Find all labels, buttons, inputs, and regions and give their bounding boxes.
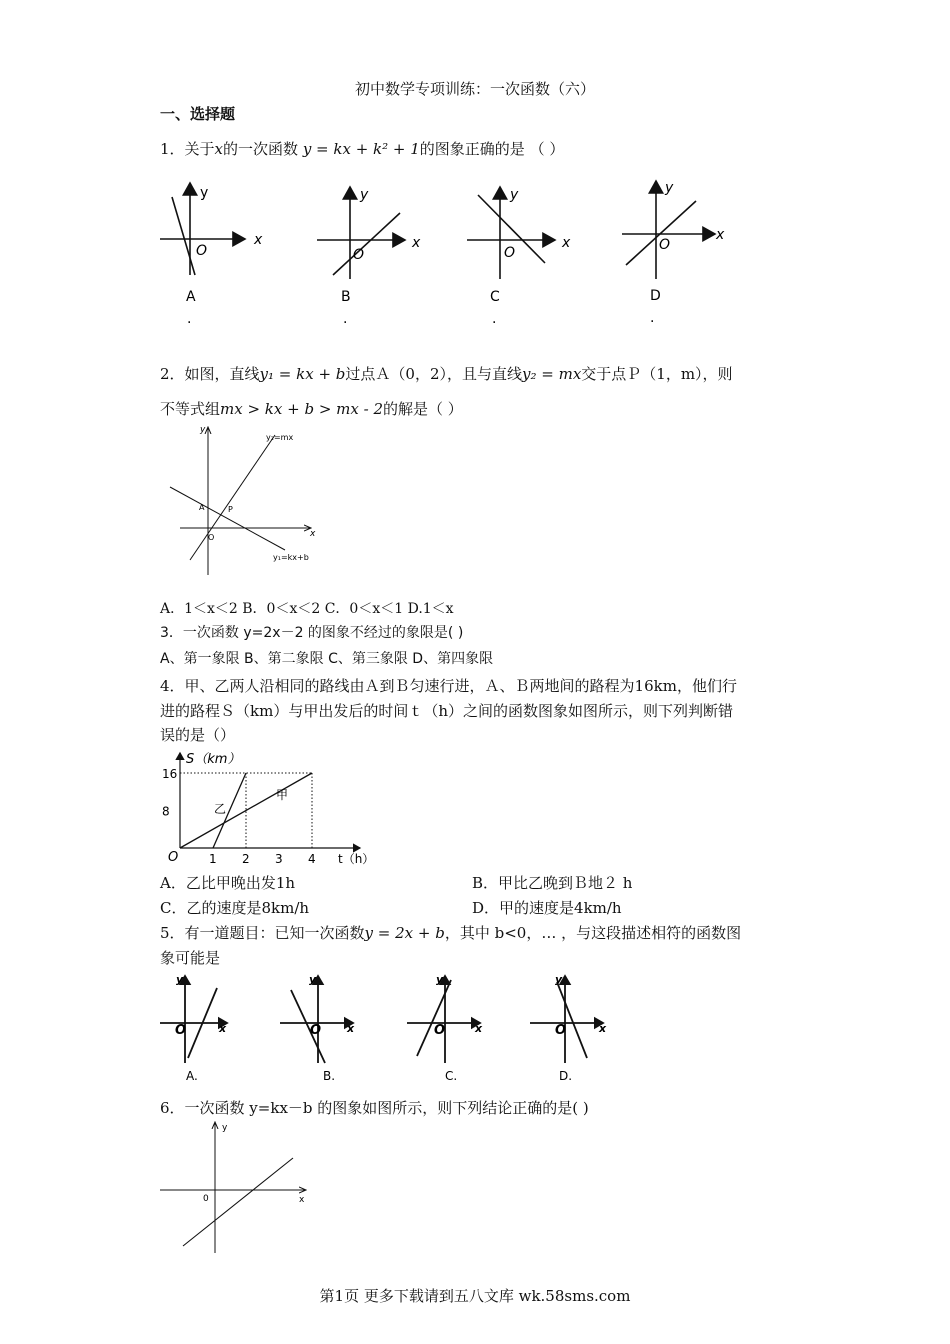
q5d-y: y bbox=[555, 973, 563, 986]
question-4-line-2: 进的路程Ｓ（km）与甲出发后的时间ｔ（h）之间的函数图象如图所示，则下列判断错 bbox=[160, 702, 733, 720]
q5-formula: y = 2x + b bbox=[364, 924, 445, 942]
q1d-origin: O bbox=[659, 237, 671, 253]
q2-line1-label: y₁=kx+b bbox=[273, 553, 309, 562]
q2-formula-1: y₁ = kx + b bbox=[259, 365, 346, 383]
q2-text-d: 不等式组 bbox=[160, 400, 221, 418]
question-2-line-1 bbox=[160, 363, 733, 385]
q1-option-a: A bbox=[186, 289, 196, 305]
q4-option-a: A．乙比甲晚出发1h bbox=[160, 874, 296, 892]
q5c-x: x bbox=[475, 1022, 483, 1035]
q1-suffix: 的图象正确的是 （ ） bbox=[419, 140, 565, 158]
q1-prefix: 1．关于 bbox=[160, 140, 215, 158]
q1d-y-label: y bbox=[665, 180, 674, 196]
q4-xtick-3: 3 bbox=[275, 852, 283, 866]
q4-chart bbox=[160, 745, 375, 870]
q4-option-d: D．甲的速度是4km/h bbox=[472, 899, 622, 917]
q1-formula: y = kx + k² + 1 bbox=[302, 140, 420, 158]
question-5-line-1 bbox=[160, 922, 741, 944]
q1c-y-label: y bbox=[510, 187, 519, 203]
q2-point-a: A bbox=[199, 503, 205, 512]
q2-text-b: 过点Ａ（0，2），且与直线 bbox=[345, 365, 522, 383]
question-4-line-1: 4．甲、乙两人沿相同的路线由Ａ到Ｂ匀速行进，Ａ、Ｂ两地间的路程为16km，他们行 bbox=[160, 677, 737, 695]
q5-option-d: D. bbox=[559, 1069, 573, 1083]
q4-option-c: C．乙的速度是8km/h bbox=[160, 899, 310, 917]
q5d-x: x bbox=[599, 1022, 607, 1035]
q1a-origin: O bbox=[196, 243, 208, 259]
q2-options: A．1＜x＜2 B．0＜x＜2 C．0＜x＜1 D.1＜x bbox=[160, 601, 454, 617]
q1c-x-label: x bbox=[562, 235, 571, 251]
q4-xtick-2: 2 bbox=[242, 852, 250, 866]
q5-graphs bbox=[155, 968, 615, 1088]
q1b-y-label: y bbox=[360, 187, 369, 203]
q5b-x: x bbox=[347, 1022, 355, 1035]
q2-point-p: P bbox=[228, 505, 233, 514]
q1d-x-label: x bbox=[716, 227, 725, 243]
q2-text-c: 交于点Ｐ（1，m），则 bbox=[581, 365, 733, 383]
q4-xtick-4: 4 bbox=[308, 852, 316, 866]
question-1 bbox=[160, 138, 564, 160]
question-2-line-2 bbox=[160, 398, 463, 420]
question-4-line-3: 误的是（） bbox=[160, 726, 236, 744]
q1-option-c: C bbox=[490, 289, 500, 305]
q1b-x-label: x bbox=[412, 235, 421, 251]
q2-x-label: x bbox=[310, 529, 316, 539]
q4-x-axis-label: t（h） bbox=[338, 852, 375, 866]
q5-graph-a bbox=[160, 973, 227, 1083]
q1a-y-label: y bbox=[200, 185, 209, 201]
q5c-o: O bbox=[434, 1023, 446, 1038]
q5-text-a: 5．有一道题目：已知一次函数 bbox=[160, 924, 365, 942]
q2-line2-label: y₂=mx bbox=[266, 433, 294, 442]
q4-option-b: B．甲比乙晚到Ｂ地２ h bbox=[472, 874, 633, 892]
q6-y-label: y bbox=[222, 1123, 228, 1133]
q2-text-a: 2．如图，直线 bbox=[160, 365, 260, 383]
q2-y-label: y bbox=[200, 425, 206, 435]
q4-ytick-16: 16 bbox=[162, 767, 178, 781]
q5b-y: y bbox=[309, 973, 317, 986]
q1-option-b-dot: . bbox=[343, 311, 348, 327]
q5-graph-d bbox=[530, 973, 607, 1083]
q3-options: A、第一象限 B、第二象限 C、第三象限 D、第四象限 bbox=[160, 651, 494, 667]
q4-label-yi: 乙 bbox=[214, 801, 227, 816]
q1-option-d-dot: . bbox=[650, 310, 655, 326]
q1-option-d: D bbox=[650, 288, 661, 304]
q5-graph-b bbox=[280, 973, 355, 1083]
q1-graph-a bbox=[160, 183, 263, 327]
q1-option-c-dot: . bbox=[492, 311, 497, 327]
q1-graph-d bbox=[622, 180, 725, 326]
page-footer: 第1页 更多下载请到五八文库 wk.58sms.com bbox=[319, 1287, 631, 1305]
q5a-y: y bbox=[176, 973, 184, 986]
q4-ytick-8: 8 bbox=[162, 804, 170, 819]
q2-inequality: mx > kx + b > mx - 2 bbox=[220, 400, 383, 418]
q4-origin: O bbox=[168, 850, 179, 865]
q1c-origin: O bbox=[504, 245, 516, 261]
q5-option-a: A. bbox=[186, 1069, 198, 1083]
question-6: 6．一次函数 y=kx－b 的图象如图所示，则下列结论正确的是( ) bbox=[160, 1099, 589, 1117]
q6-figure bbox=[150, 1118, 320, 1258]
q4-xtick-1: 1 bbox=[209, 852, 217, 866]
q2-figure bbox=[160, 420, 330, 580]
question-5-line-2: 象可能是 bbox=[160, 949, 221, 967]
q2-origin: O bbox=[208, 533, 215, 542]
q5-option-b: B. bbox=[323, 1069, 336, 1083]
q1b-origin: O bbox=[353, 247, 365, 263]
q6-x-label: x bbox=[299, 1195, 305, 1205]
q1-graph-b bbox=[317, 187, 421, 327]
q1-var: x bbox=[214, 140, 224, 158]
q5-text-b: ，其中 b<0，… ，与这段描述相符的函数图 bbox=[444, 924, 742, 942]
q5d-o: O bbox=[555, 1023, 567, 1038]
q5c-y: y bbox=[436, 973, 444, 986]
q5-option-c: C. bbox=[445, 1069, 458, 1083]
q5b-o: O bbox=[310, 1023, 322, 1038]
q6-origin: 0 bbox=[203, 1194, 209, 1204]
document-title: 初中数学专项训练：一次函数（六） bbox=[354, 80, 595, 98]
q1a-x-label: x bbox=[254, 232, 263, 248]
section-heading: 一、选择题 bbox=[160, 105, 236, 123]
q1-graphs bbox=[150, 175, 740, 325]
question-3: 3．一次函数 y=2x－2 的图象不经过的象限是( ) bbox=[160, 625, 464, 641]
q1-option-a-dot: . bbox=[187, 311, 192, 327]
q2-formula-2: y₂ = mx bbox=[522, 365, 582, 383]
q5-graph-c bbox=[407, 973, 483, 1083]
q2-text-e: 的解是（ ） bbox=[383, 400, 463, 418]
q4-y-axis-label: S（km） bbox=[186, 752, 241, 767]
q5a-o: O bbox=[175, 1023, 187, 1038]
q1-mid: 的一次函数 bbox=[223, 140, 299, 158]
q5a-x: x bbox=[219, 1022, 227, 1035]
q1-option-b: B bbox=[341, 289, 351, 305]
q4-label-jia: 甲 bbox=[276, 787, 289, 802]
q1-graph-c bbox=[467, 187, 571, 327]
